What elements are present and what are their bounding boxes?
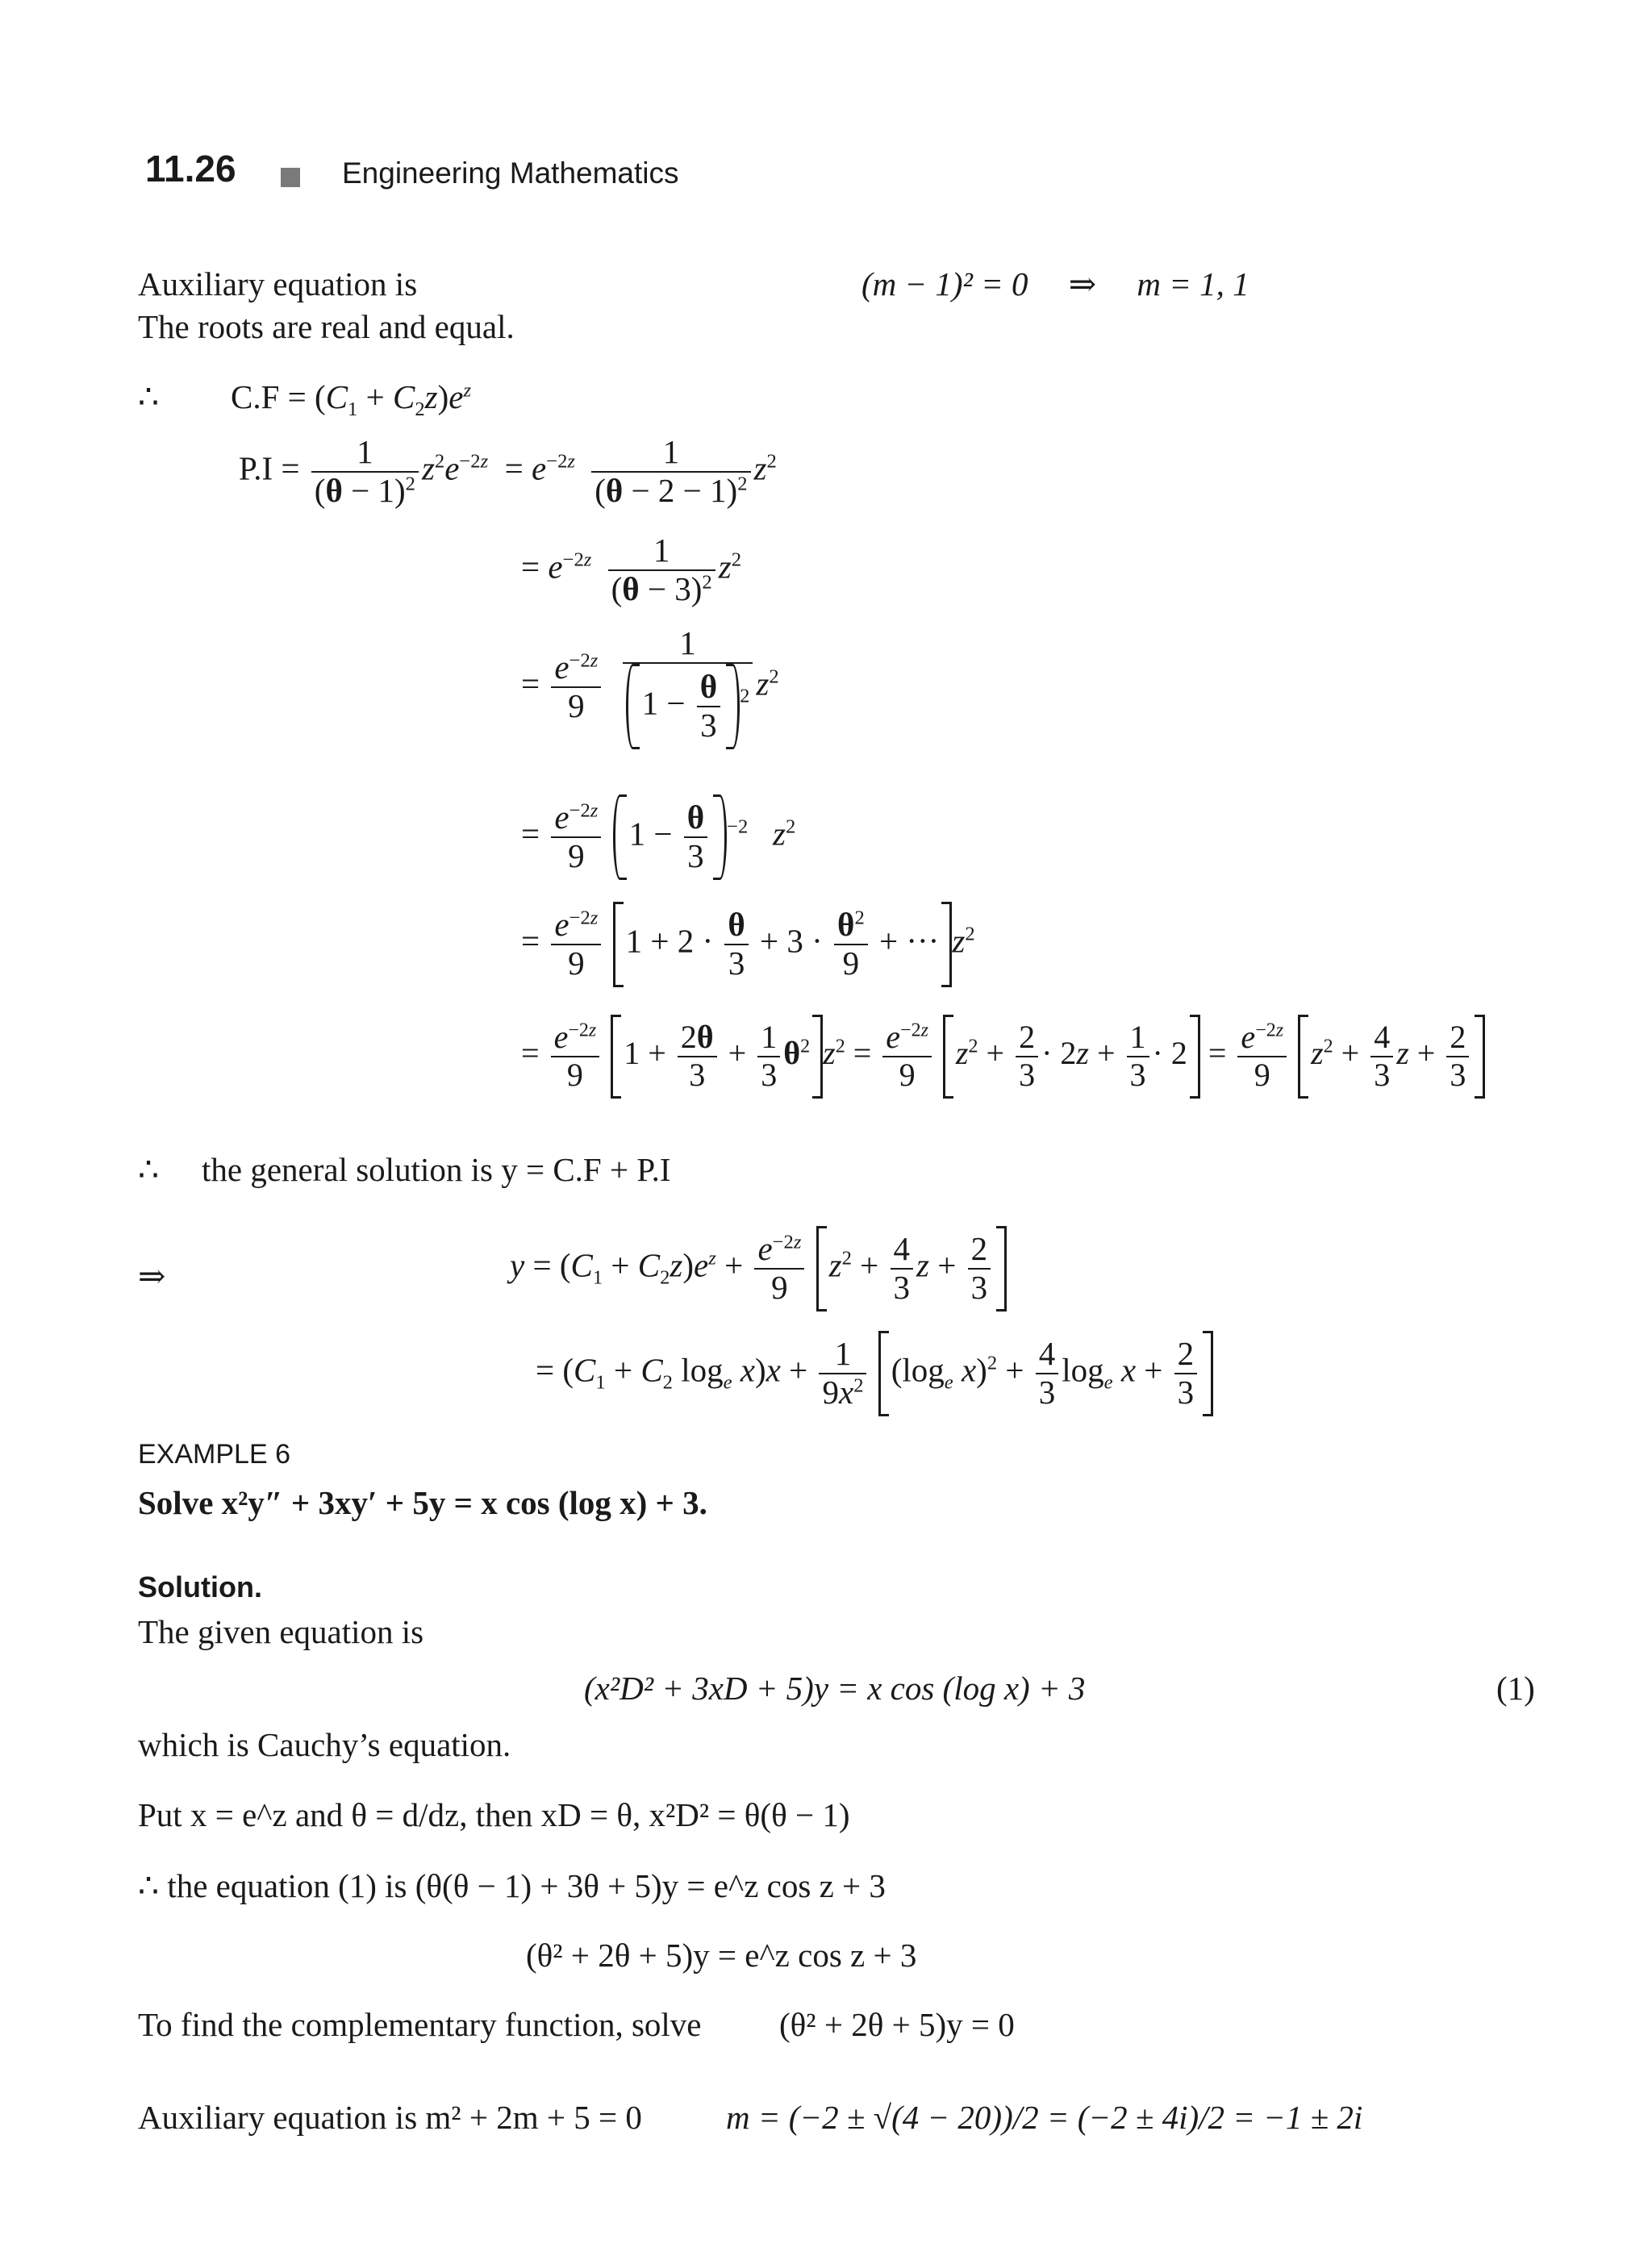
example-statement: Solve x²y″ + 3xy′ + 5y = x cos (log x) + 3. (138, 1484, 707, 1521)
pi-label: P.I = (239, 449, 300, 487)
cauchy-text: which is Cauchy’s equation. (138, 1726, 511, 1763)
general-therefore: ∴ (138, 1151, 160, 1188)
example-label: EXAMPLE 6 (138, 1439, 290, 1470)
pi-line-5: = $\frac{e^{-2z}}{9}$ 1 + 2 · $\frac{\theta}{3}$ + 3 · $\frac{\theta^2}{9}$ + ··· $z^2$ (521, 902, 975, 987)
aux-equation-2: Auxiliary equation is m² + 2m + 5 = 0 (138, 2099, 642, 2136)
general-solution-text: the general solution is y = C.F + P.I (202, 1151, 671, 1188)
cf-therefore: ∴ (138, 378, 160, 415)
aux-equation-1-text: (m − 1)² = 0 (861, 265, 1028, 302)
pi-line-3: = $\frac{e^{-2z}}{9}$ 1 1 − $\frac{\theta}{3}$ $^2$ $z^2$ (521, 625, 779, 749)
cf-equation: (θ² + 2θ + 5)y = 0 (779, 2006, 1015, 2043)
substitution-line: Put x = e^z and θ = d/dz, then xD = θ, x²D² = θ(θ − 1) (138, 1796, 850, 1833)
aux-label-1: Auxiliary equation is (138, 265, 418, 302)
aux-equation-1 (861, 265, 1249, 302)
page-number: 11.26 (145, 148, 236, 190)
solution-label: Solution. (138, 1570, 262, 1603)
general-implies: ⇒ (138, 1257, 166, 1295)
equation-2-transformed: (θ² + 2θ + 5)y = e^z cos z + 3 (526, 1937, 917, 1974)
general-solution-line-1: $y = (C_1 + C_2z)e^z$ + $\frac{e^{-2z}}{9}$ $z^2$ + $\frac{4}{3}$ z + $\frac{2}{3}$ (510, 1226, 1007, 1311)
aux-roots-1: m = 1, 1 (1137, 265, 1249, 302)
pi-line-4: = $\frac{e^{-2z}}{9}$ 1 − $\frac{\theta}{3}$ $^{-2}$ $z^2$ (521, 794, 795, 880)
pi-line-6: = $\frac{e^{-2z}}{9}$ 1 + $\frac{2\theta}{3}$ + $\frac{1}{3}$ $\theta^2$ $z^2$ = $\frac{e^{-2z}}{9}$ $z^2$ + $\frac{2}{3}$ · 2z + $\frac{1}{3}$ · 2 = $\frac{e^{-2z}}{9}$ $z^2$ + $\frac{4}{3}$ z + $\frac{2}{3}$ (521, 1015, 1485, 1099)
pi-line-2: = $e^{-2z}$ $\frac{1}{(\theta - 3)^2}$ $z^2$ (521, 532, 741, 607)
cf-instruction: To find the complementary function, solve (138, 2006, 702, 2043)
equation-1-transformed: ∴ the equation (1) is (θ(θ − 1) + 3θ + 5)y = e^z cos z + 3 (138, 1867, 886, 1904)
roots-note: The roots are real and equal. (138, 308, 515, 345)
implies-arrow: ⇒ (1068, 265, 1097, 302)
general-solution-line-2: = ($C_1 + C_2$ $\log_e x)x$ + $\frac{1}{9x^2}$ ($\log_e$ x)$^2$ + $\frac{4}{3}$ $\log_e x$ + $\frac{2}{3}$ (536, 1331, 1213, 1416)
pi-line-1: P.I = $\frac{1}{(\theta - 1)^2}$ $z^2e^{-2z} = e^{-2z}$ $\frac{1}{(\theta - 2 - 1)^2}$ $z^2$ (239, 433, 777, 509)
cf-expression: $C.F = (C_1 + C_2z)e^z$ (231, 378, 472, 421)
equation-number: (1) (1496, 1670, 1535, 1707)
square-bullet-icon (281, 160, 300, 193)
aux-roots-2: m = (−2 ± √(4 − 20))/2 = (−2 ± 4i)/2 = −1 ± 2i (726, 2099, 1363, 2136)
book-title: Engineering Mathematics (342, 156, 679, 190)
given-text: The given equation is (138, 1613, 424, 1650)
given-equation: (x²D² + 3xD + 5)y = x cos (log x) + 3 (584, 1670, 1086, 1707)
